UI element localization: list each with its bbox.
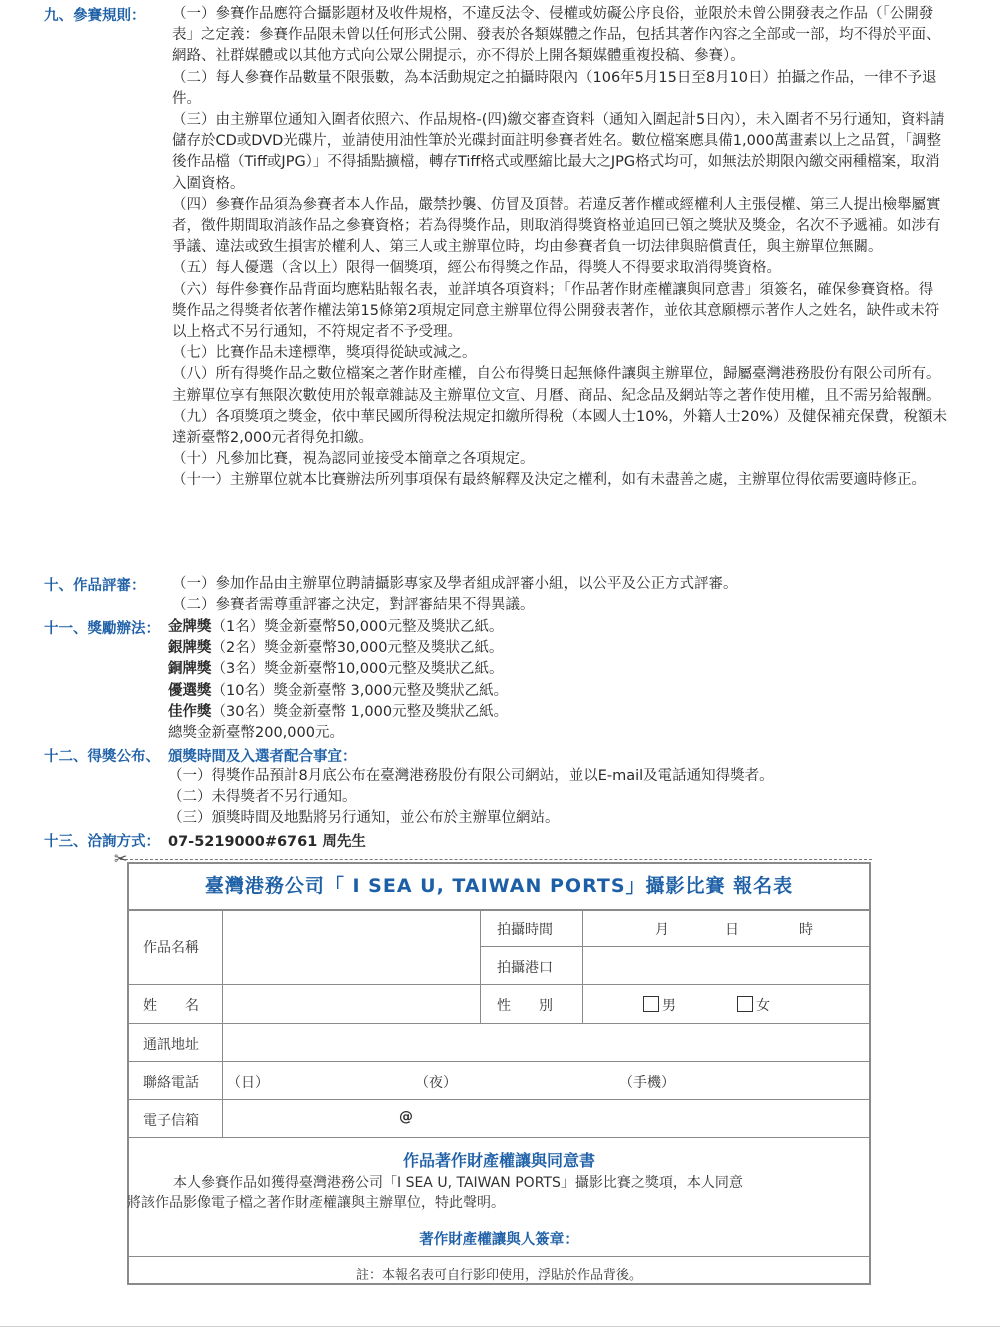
rule-item: （四）參賽作品須為參賽者本人作品，嚴禁抄襲、仿冒及頂替。若違反著作權或經權利人主張侵權、第三人提出檢舉屬實者，徵件期間取消該作品之參賽資格；若為得獎作品，則取消得獎資格並追回已領之獎狀及獎金，名次不予遞補。如涉有爭議、違法或致生損害於權利人、第三人或主辦單位時，均由參賽者負一切法律與賠償責任，與主辦單位無關。 xyxy=(172,196,941,256)
gender-label: 性 別 xyxy=(497,998,553,1014)
declaration-line: 本人參賽作品如獲得臺灣港務公司「I SEA U, TAIWAN PORTS」攝影比賽之獎項，本人同意 xyxy=(173,1175,743,1191)
form-divider xyxy=(480,946,869,947)
female-label: 女 xyxy=(756,998,770,1014)
name-field[interactable] xyxy=(227,988,475,1018)
declaration-body xyxy=(127,1173,857,1213)
rule-item: （八）所有得獎作品之數位檔案之著作財產權，自公布得獎日起無條件讓與主辦單位，歸屬臺灣港務股份有限公司所有。主辦單位享有無限次數使用於報章雜誌及主辦單位文宣、月曆、商品、紀念品及網站等之著作使用權，且不需另給報酬。 xyxy=(172,366,941,404)
rule-item: （九）各項獎項之獎金，依中華民國所得稅法規定扣繳所得稅（本國人士10%，外籍人士20%）及健保補充保費，稅額未達新臺幣2,000元者得免扣繳。 xyxy=(172,408,947,447)
award-desc: 獎金新臺幣 1,000元整及獎狀乙紙。 xyxy=(273,703,509,720)
declaration-title: 作品著作財產權讓與同意書 xyxy=(402,1151,595,1170)
signature-label: 著作財產權讓與人簽章： xyxy=(419,1232,579,1248)
scissors-icon: ✂ xyxy=(114,849,128,868)
award-count: （1名） xyxy=(211,619,265,635)
award-count: （3名） xyxy=(211,661,265,678)
award-desc: 獎金新臺幣50,000元整及獎狀乙紙。 xyxy=(264,619,504,635)
award-row xyxy=(168,638,943,659)
announce-item: （一）得獎作品預計8月底公布在臺灣港務股份有限公司網站，並以E-mail及電話通知得獎者。 xyxy=(168,768,774,784)
page-bottom-border xyxy=(0,1326,1000,1327)
female-option[interactable] xyxy=(737,995,770,1015)
awards-title: 十一、獎勵辦法： xyxy=(44,621,160,637)
award-count: （10名） xyxy=(211,682,274,699)
form-divider xyxy=(129,984,869,985)
form-note: 註：本報名表可自行影印使用，浮貼於作品背後。 xyxy=(355,1268,642,1283)
form-divider xyxy=(129,1023,869,1024)
award-desc: 獎金新臺幣 3,000元整及獎狀乙紙。 xyxy=(273,682,509,699)
rule-item: （五）每人優選（含以上）限得一個獎項，經公布得獎之作品，得獎人不得要求取消得獎資格。 xyxy=(172,260,781,277)
male-label: 男 xyxy=(662,998,676,1014)
rule-item: （一）參賽作品應符合攝影題材及收件規格，不違反法令、侵權或妨礙公序良俗，並限於未曾公開發表之作品（「公開發表」之定義：參賽作品限未曾以任何形式公開、發表於各類媒體之作品，包括其著作內容之全部或一部，均不得於平面、網路、社群媒體或以其他方式向公眾公開提示，亦不得於上開各類媒體重複投稿、參賽）。 xyxy=(172,6,941,65)
award-row xyxy=(168,617,943,638)
form-divider xyxy=(480,909,481,1023)
announce-item: （二）未得獎者不另行通知。 xyxy=(168,789,357,806)
award-count: （2名） xyxy=(211,640,265,657)
rules-title: 九、參賽規則： xyxy=(44,8,146,24)
rules-list xyxy=(172,4,947,492)
form-divider xyxy=(129,1099,869,1100)
work-name-label: 作品名稱 xyxy=(143,940,199,956)
judging-list xyxy=(172,574,947,616)
contact-title: 十三、洽詢方式： xyxy=(44,834,160,850)
address-field[interactable] xyxy=(227,1027,865,1057)
announce-list xyxy=(168,766,943,830)
female-checkbox[interactable] xyxy=(737,996,753,1012)
form-divider xyxy=(582,909,583,1023)
judging-item: （二）參賽者需尊重評審之決定，對評審結果不得異議。 xyxy=(172,597,535,614)
rule-item: （七）比賽作品未達標準，獎項得從缺或減之。 xyxy=(172,345,477,362)
award-row xyxy=(168,659,943,680)
award-name: 銅牌獎 xyxy=(168,661,212,678)
address-label: 通訊地址 xyxy=(143,1037,199,1053)
name-label: 姓 名 xyxy=(143,998,199,1014)
form-divider xyxy=(129,1137,869,1138)
rule-item: （三）由主辦單位通知入圍者依照六、作品規格-(四)繳交審查資料（通知入圍起計5日內），未入圍者不另行通知，資料請儲存於CD或DVD光碟片，並請使用油性筆於光碟封面註明參賽者姓名。數位檔案應具備1,000萬畫素以上之品質，「調整後作品檔（Tiff或JPG）」不得插點擴檔，轉存Tiff格式或壓縮比最大之JPG格式均可，如無法於期限內繳交兩種檔案，取消入圍資格。 xyxy=(172,112,945,192)
registration-form xyxy=(127,862,871,1285)
awards-list xyxy=(168,617,943,744)
day-label: 日 xyxy=(725,922,739,938)
hour-label: 時 xyxy=(799,922,813,938)
announce-heading: 頒獎時間及入選者配合事宜： xyxy=(168,749,357,765)
judging-item: （一）參加作品由主辦單位聘請攝影專家及學者組成評審小組，以公平及公正方式評審。 xyxy=(172,576,738,592)
award-row xyxy=(168,702,943,723)
phone-day-label: （日） xyxy=(227,1075,269,1091)
contact-value: 07-5219000#6761 周先生 xyxy=(168,834,366,850)
email-label: 電子信箱 xyxy=(143,1113,199,1129)
form-divider xyxy=(129,1061,869,1062)
male-option[interactable] xyxy=(643,995,676,1015)
award-count: （30名） xyxy=(211,703,274,720)
announce-title: 十二、得獎公布、 xyxy=(44,749,160,765)
award-name: 金牌獎 xyxy=(168,619,212,635)
phone-night-label: （夜） xyxy=(415,1075,457,1091)
email-field[interactable] xyxy=(227,1103,865,1133)
form-divider xyxy=(129,1256,869,1257)
rule-item: （六）每件參賽作品背面均應粘貼報名表，並詳填各項資料；「作品著作財產權讓與同意書」須簽名，確保參賽資格。得獎作品之得獎者依著作權法第15條第2項規定同意主辦單位得公開發表著作，並依其意願標示著作人之姓名，缺件或未符以上格式不另行通知，不符規定者不予受理。 xyxy=(172,281,940,341)
rule-item: （二）每人參賽作品數量不限張數，為本活動規定之拍攝時限內（106年5月15日至8月10日）拍攝之作品，一律不予退件。 xyxy=(172,69,937,107)
award-name: 優選獎 xyxy=(168,682,212,699)
award-row xyxy=(168,681,943,702)
award-desc: 獎金新臺幣30,000元整及獎狀乙紙。 xyxy=(264,640,504,657)
phone-mobile-label: （手機） xyxy=(619,1075,675,1091)
at-sign: @ xyxy=(399,1109,413,1125)
shoot-port-label: 拍攝港口 xyxy=(497,960,553,976)
work-name-field[interactable] xyxy=(227,914,475,980)
award-name: 銀牌獎 xyxy=(168,640,212,657)
shoot-port-field[interactable] xyxy=(587,950,865,980)
rule-item: （十一）主辦單位就本比賽辦法所列事項保有最終解釋及決定之權利，如有未盡善之處，主辦單位得依需要適時修正。 xyxy=(172,472,926,489)
judging-title: 十、作品評審： xyxy=(44,578,146,594)
announce-item: （三）頒獎時間及地點將另行通知，並公布於主辦單位網站。 xyxy=(168,810,560,827)
award-desc: 獎金新臺幣10,000元整及獎狀乙紙。 xyxy=(264,661,504,678)
award-name: 佳作獎 xyxy=(168,703,212,720)
phone-label: 聯絡電話 xyxy=(143,1075,199,1091)
male-checkbox[interactable] xyxy=(643,996,659,1012)
form-title: 臺灣港務公司「 I SEA U, TAIWAN PORTS」攝影比賽 報名表 xyxy=(129,864,869,911)
declaration-line: 將該作品影像電子檔之著作財產權讓與主辦單位，特此聲明。 xyxy=(127,1195,505,1211)
rule-item: （十）凡參加比賽，視為認同並接受本簡章之各項規定。 xyxy=(172,451,535,468)
shoot-time-label: 拍攝時間 xyxy=(497,922,553,938)
cut-line xyxy=(120,859,872,860)
month-label: 月 xyxy=(655,922,669,938)
award-total: 總獎金新臺幣200,000元。 xyxy=(168,725,344,742)
